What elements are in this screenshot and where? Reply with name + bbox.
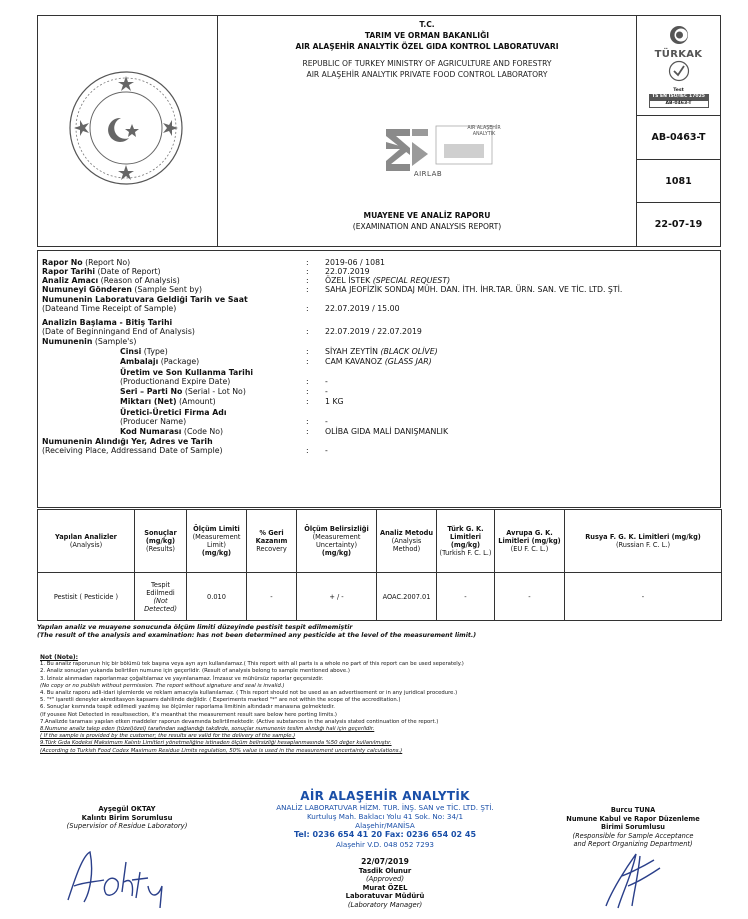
info-colon: : — [306, 387, 309, 396]
report-title-en: (EXAMINATION AND ANALYSIS REPORT) — [352, 222, 502, 231]
info-label-production-en: (Productionand Expire Date) — [120, 377, 231, 386]
approval-role-en: (Laboratory Manager) — [347, 900, 423, 909]
column-header: Analiz Metodu (Analysis Method) — [377, 510, 437, 573]
info-colon: : — [306, 357, 309, 366]
info-value-amount: 1 KG — [325, 397, 344, 406]
info-value-package: CAM KAVANOZ (GLASS JAR) — [325, 357, 432, 366]
cell-eu-limit: - — [495, 573, 565, 621]
info-label-serial: Seri – Parti No (Serial - Lot No) — [120, 387, 246, 396]
company-stamp — [270, 789, 500, 849]
turkak-check-icon — [667, 60, 691, 82]
info-label-type: Cinsi (Type) — [120, 347, 168, 356]
stamp-line: Kurtuluş Mah. Baklacı Yolu 41 Sok. No: 34/1 — [306, 812, 464, 821]
info-label-analysis-dates: Analizin Başlama - Bitiş Tarihi — [42, 318, 173, 327]
ministry-en: REPUBLIC OF TURKEY MINISTRY OF AGRICULTURE AND FORESTRY — [302, 59, 552, 68]
info-colon: : — [306, 285, 309, 294]
column-header: Yapılan Analizler (Analysis) — [38, 510, 135, 573]
info-value-code: OLİBA GIDA MALİ DANIŞMANLIK — [325, 427, 449, 436]
column-header: % Geri Kazanım Recovery — [247, 510, 297, 573]
ministry-seal-icon — [66, 68, 186, 188]
info-value-production: - — [325, 377, 328, 386]
note-line: (If yousee Not Detected in resultssection, it's meanthat the measurement result sare below here porting limits.) — [40, 711, 337, 718]
report-header — [37, 15, 721, 247]
column-header: Sonuçlar (mg/kg) (Results) — [135, 510, 187, 573]
header-title-cell — [218, 16, 636, 246]
turkak-test: Test — [673, 87, 684, 93]
left-signatory-name: Ayşegül OKTAY — [98, 805, 156, 813]
results-table — [37, 509, 722, 621]
info-colon: : — [306, 267, 309, 276]
info-label-package: Ambalajı (Package) — [120, 357, 200, 366]
right-signatory-title-en: (Responsible for Sample Acceptance — [572, 831, 694, 840]
info-colon: : — [306, 417, 309, 426]
report-info — [37, 250, 721, 508]
note-line: ( If the sample is provided by the customer; the results are valid for the delivery of the sample.) — [40, 733, 296, 740]
statement-en: (The result of the analysis and examination: has not been determined any pesticide at the level of the measurement limit.) — [37, 632, 477, 639]
column-header: Rusya F. G. K. Limitleri (mg/kg) (Russian F. C. L.) — [565, 510, 722, 573]
approval-name: Murat ÖZEL — [362, 883, 408, 892]
report-number-box: 1081 — [637, 160, 720, 203]
info-colon: : — [306, 446, 309, 455]
info-value-report-date: 22.07.2019 — [325, 267, 370, 276]
statement-tr: Yapılan analiz ve muayene sonucunda ölçüm limiti düzeyinde pestisit tespit edilmemiştir — [37, 624, 353, 631]
info-label-production: Üretim ve Son Kullanma Tarihi — [120, 368, 254, 377]
turkak-cell — [637, 16, 720, 116]
logo-box-text: AIR ALAŞEHİR ANALYTIK — [467, 126, 501, 137]
info-value-serial: - — [325, 387, 328, 396]
info-label-producer: Üretici-Üretici Firma Adı — [120, 408, 227, 417]
right-signatory-title: Numune Kabul ve Rapor Düzenleme — [566, 814, 700, 823]
info-label-amount: Miktarı (Net) (Amount) — [120, 397, 216, 406]
note-line: (No copy or no publish without permission. The report without signature and seal is invalid.) — [40, 682, 285, 689]
info-colon: : — [306, 304, 309, 313]
approval-date: 22/07/2019 — [361, 857, 409, 866]
stamp-phone: Tel: 0236 654 41 20 Fax: 0236 654 02 45 — [293, 830, 477, 839]
info-label-sender: Numuneyi Gönderen (Sample Sent by) — [42, 285, 202, 294]
info-label-analysis-dates-en: (Date of Beginningand End of Analysis) — [42, 327, 195, 336]
column-header: Avrupa G. K. Limitleri (mg/kg) (EU F. C. L.) — [495, 510, 565, 573]
note-line: 3. İzinsiz alınmadan raporlanmaz çoğaltılamaz ve yayınlanamaz. İmzasız ve mühürsüz raporlar geçersizdir. — [40, 675, 324, 682]
turkak-logo — [649, 24, 709, 108]
note-line: 8.Numune analiz talep eden (tüzel)özel) tarafından sağlandığı takdirde, sonuçlar numunenin teslim alındığı hali için geçerlidir. — [40, 726, 375, 733]
right-signatory-title-en: and Report Organizing Department) — [573, 840, 693, 848]
right-signatory — [548, 806, 718, 849]
left-signatory-title-en: (Supervisior of Residue Laboratory) — [66, 822, 188, 830]
info-label-receipt: Numunenin Laboratuvara Geldiği Tarih ve Saat — [42, 295, 248, 304]
header-titles — [218, 19, 636, 80]
left-signatory — [37, 805, 217, 831]
approval-title-en: (Approved) — [365, 875, 405, 883]
tc-label: T.C. — [419, 20, 435, 29]
cell-result: Tespit Edilmedi (Not Detected) — [135, 573, 187, 621]
stamp-company: AİR ALAŞEHİR ANALYTİK — [300, 789, 470, 803]
approval-role: Laboratuvar Müdürü — [345, 892, 425, 900]
notes-title: Not (Note): — [40, 654, 79, 661]
cell-limit: 0.010 — [187, 573, 247, 621]
note-line: 2. Analiz sonuçları yukarıda belirtilen numune için geçerlidir. (Result of analysis belong to sample mentioned above.) — [40, 668, 350, 675]
table-header-row — [38, 510, 722, 573]
report-title-tr: MUAYENE VE ANALİZ RAPORU — [363, 211, 491, 220]
turkak-name: TÜRKAK — [654, 48, 703, 60]
info-value-type: SİYAH ZEYTİN (BLACK OLİVE) — [325, 347, 438, 356]
right-signatory-name: Burcu TUNA — [610, 806, 656, 814]
info-colon: : — [306, 327, 309, 336]
cell-russian-limit: - — [565, 573, 722, 621]
stamp-line: ANALİZ LABORATUVAR HİZM. TUR. İNŞ. SAN ve TİC. LTD. ŞTİ. — [276, 803, 494, 812]
lab-tr: AIR ALAŞEHİR ANALYTİK ÖZEL GIDA KONTROL LABORATUVARI — [295, 42, 559, 51]
airlab-text: AIRLAB — [413, 170, 443, 178]
lab-en: AIR ALAŞEHİR ANALYTIK PRIVATE FOOD CONTROL LABORATORY — [306, 70, 548, 79]
info-colon: : — [306, 347, 309, 356]
info-label-receipt-en: (Dateand Time Receipt of Sample) — [42, 304, 177, 313]
info-value-producer: - — [325, 417, 328, 426]
info-label-sample: Numunenin (Sample's) — [42, 337, 137, 346]
cell-analysis: Pestisit ( Pesticide ) — [38, 573, 135, 621]
info-value-receipt: 22.07.2019 / 15.00 — [325, 304, 400, 313]
ministry-seal-cell — [38, 16, 218, 246]
note-line: 9.Türk Gıda Kodeksi Maksimum Kalıntı Limitleri yönetmeliğine istinaden ölçüm belirsizliği hesaplanmasında %50 değer kullanılmıştır. — [40, 740, 392, 747]
right-signature-icon — [592, 846, 672, 912]
info-label-report-no: Rapor No (Report No) — [42, 258, 131, 267]
column-header: Ölçüm Belirsizliği (Measurement Uncertainty) (mg/kg) — [297, 510, 377, 573]
left-signature-icon — [60, 842, 180, 908]
stamp-line: Alaşehir/MANİSA — [355, 821, 415, 830]
info-label-code: Kod Numarası (Code No) — [120, 427, 224, 436]
cell-method: AOAC.2007.01 — [377, 573, 437, 621]
turkak-standard: TS EN ISO/IEC 17025 — [649, 94, 709, 100]
info-value-reason: ÖZEL İSTEK (SPECIAL REQUEST) — [325, 276, 451, 285]
accreditation-cell — [636, 16, 720, 246]
info-value-analysis-dates: 22.07.2019 / 22.07.2019 — [325, 327, 422, 336]
info-colon: : — [306, 377, 309, 386]
turkak-crescent-icon — [668, 24, 690, 46]
cell-recovery: - — [247, 573, 297, 621]
notes-section — [40, 654, 730, 755]
cell-uncertainty: + / - — [297, 573, 377, 621]
note-line: 5. "*" işaretli deneyler akreditasyon kapsamı dahilinde değildir. ( Experiments marked "*" are not within the scope of the accreditation.) — [40, 697, 401, 704]
table-row — [38, 573, 722, 621]
note-line: (According to Turkish Food Codex Maximum Residue Limits regulation, 50% value is used in the measurement uncertainty calculations.) — [40, 747, 403, 754]
info-label-place: Numunenin Alındığı Yer, Adres ve Tarih — [42, 437, 213, 446]
report-date-box: 22-07-19 — [654, 219, 703, 230]
ministry-tr: TARIM VE ORMAN BAKANLIĞI — [364, 31, 490, 40]
cell-turkish-limit: - — [437, 573, 495, 621]
report-title — [218, 210, 636, 232]
info-value-place: - — [325, 446, 328, 455]
note-line: 6. Sonuçlar kısmında tespit edilmedi yazılmış ise ölçümler raporlama limitinin altındadır manasına gelmektedir. — [40, 704, 335, 711]
approval-title: Tasdik Olunur — [358, 866, 412, 875]
note-line: 7.Analizde taraması yapılan etken maddeler raporun devamında belirtilmektedir. (Active substances in the analysis stated continuation of the report.) — [40, 718, 439, 725]
note-line: 4. Bu analiz raporu adli-idari işlemlerde ve reklam amacıyla kullanılamaz. ( This report should not be used as an advertisement or in any juridical procedure.) — [40, 690, 458, 697]
info-label-place-en: (Receiving Place, Addressand Date of Sample) — [42, 446, 223, 455]
info-colon: : — [306, 258, 309, 267]
info-value-report-no: 2019-06 / 1081 — [325, 258, 386, 267]
stamp-line: Alaşehir V.D. 048 052 7293 — [336, 840, 434, 849]
column-header: Türk G. K. Limitleri (mg/kg) (Turkish F. C. L.) — [437, 510, 495, 573]
note-line: 1. Bu analiz raporunun hiç bir bölümü tek başına veya ayrı ayrı kullanılamaz.( This report with all parts is a whole no part of this report can be used seperately.) — [40, 661, 464, 668]
info-label-report-date: Rapor Tarihi (Date of Report) — [42, 267, 161, 276]
accreditation-number: AB-0463-T — [637, 116, 720, 160]
left-signatory-title: Kalıntı Birim Sorumlusu — [81, 813, 173, 822]
turkak-code: AB-0463-T — [649, 100, 709, 108]
info-label-reason: Analiz Amacı (Reason of Analysis) — [42, 276, 180, 285]
info-colon: : — [306, 276, 309, 285]
info-colon: : — [306, 427, 309, 436]
info-value-sender: SAHA JEOFİZİK SONDAJ MÜH. DAN. İTH. İHR.TAR. ÜRN. SAN. VE TİC. LTD. ŞTİ. — [325, 285, 623, 294]
approval-block — [270, 858, 500, 909]
info-colon: : — [306, 397, 309, 406]
column-header: Ölçüm Limiti (Measurement Limit) (mg/kg) — [187, 510, 247, 573]
info-label-producer-en: (Producer Name) — [120, 417, 187, 426]
right-signatory-title: Birimi Sorumlusu — [601, 823, 665, 831]
